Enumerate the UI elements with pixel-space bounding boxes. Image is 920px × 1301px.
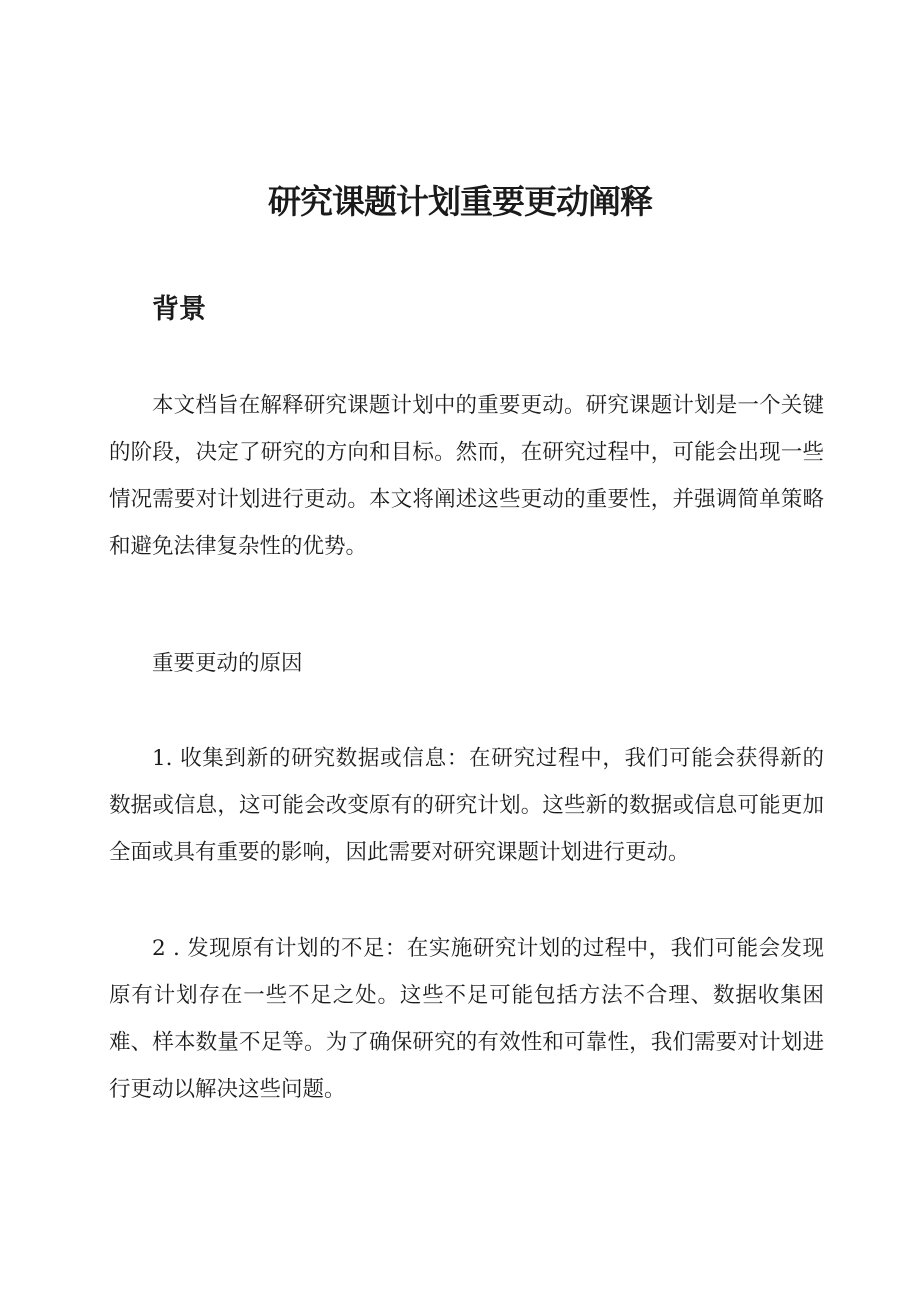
reason-item: 2 . 发现原有计划的不足：在实施研究计划的过程中，我们可能会发现原有计划存在一些不足之处。这些不足可能包括方法不合理、数据收集困难、样本数量不足等。为了确保研究的有效性和可靠性，我们需要对计划进行更动以解决这些问题。 [109,936,824,1102]
intro-paragraph: 本文档旨在解释研究课题计划中的重要更动。研究课题计划是一个关键的阶段，决定了研究的方向和目标。然而，在研究过程中，可能会出现一些情况需要对计划进行更动。本文将阐述这些更动的重要性，并强调简单策略和避免法律复杂性的优势。 [109,393,824,559]
background-heading: 背景 [152,294,206,325]
reasons-heading: 重要更动的原因 [152,651,303,676]
document-title: 研究课题计划重要更动阐释 [268,182,652,221]
reason-item: 1. 收集到新的研究数据或信息：在研究过程中，我们可能会获得新的数据或信息，这可能会改变原有的研究计划。这些新的数据或信息可能更加全面或具有重要的影响，因此需要对研究课题计划进行更动。 [109,746,824,865]
